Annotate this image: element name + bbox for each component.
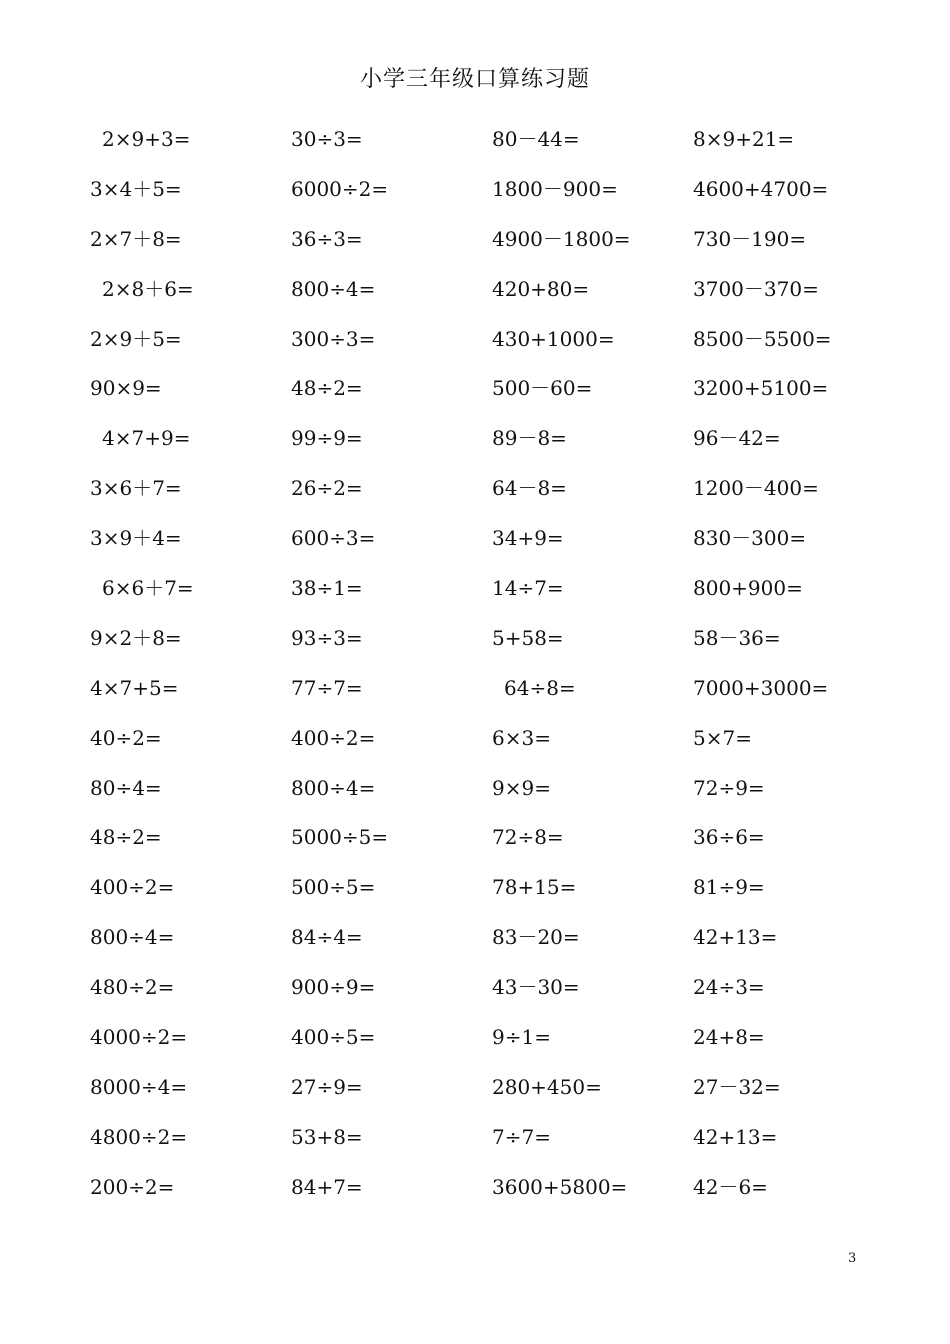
problem-item: 2×9+3=: [102, 126, 191, 151]
problem-row: [90, 663, 900, 713]
problem-item: 5×7=: [693, 725, 752, 750]
problem-item: 48÷2=: [90, 825, 162, 850]
problem-item: 400÷2=: [90, 875, 175, 900]
problem-item: 3×4＋5=: [90, 176, 182, 201]
problem-item: 7÷7=: [492, 1124, 551, 1149]
problem-item: 48÷2=: [291, 376, 363, 401]
problem-item: 30÷3=: [291, 126, 363, 151]
problem-item: 4800÷2=: [90, 1124, 188, 1149]
problem-item: 280+450=: [492, 1074, 602, 1099]
problem-item: 3700－370=: [693, 276, 819, 301]
problem-item: 300÷3=: [291, 326, 376, 351]
problem-item: 40÷2=: [90, 725, 162, 750]
problem-row: [90, 862, 900, 912]
problem-row: [90, 962, 900, 1012]
problem-row: [90, 363, 900, 413]
problem-item: 600÷3=: [291, 526, 376, 551]
problem-item: 42+13=: [693, 925, 778, 950]
problem-item: 3600+5800=: [492, 1174, 628, 1199]
problem-item: 3×9＋4=: [90, 526, 182, 551]
problem-row: [90, 463, 900, 513]
problem-item: 6000÷2=: [291, 176, 389, 201]
problem-item: 89－8=: [492, 426, 567, 451]
problem-item: 4900－1800=: [492, 226, 631, 251]
problem-item: 27÷9=: [291, 1074, 363, 1099]
problem-item: 480÷2=: [90, 975, 175, 1000]
problem-row: [90, 713, 900, 763]
problem-row: [90, 413, 900, 463]
problem-item: 800÷4=: [291, 775, 376, 800]
problem-row: [90, 1062, 900, 1112]
problem-row: [90, 1012, 900, 1062]
problem-item: 8000÷4=: [90, 1074, 188, 1099]
problem-item: 4000÷2=: [90, 1024, 188, 1049]
problem-row: [90, 812, 900, 862]
problem-item: 3200+5100=: [693, 376, 829, 401]
problem-row: [90, 513, 900, 563]
problem-item: 90×9=: [90, 376, 162, 401]
problem-item: 64÷8=: [504, 675, 576, 700]
problem-item: 4×7+9=: [102, 426, 191, 451]
problem-item: 5000÷5=: [291, 825, 389, 850]
problem-item: 81÷9=: [693, 875, 765, 900]
problem-item: 800÷4=: [90, 925, 175, 950]
problem-item: 43－30=: [492, 975, 580, 1000]
problem-item: 900÷9=: [291, 975, 376, 1000]
problem-row: [90, 214, 900, 264]
problem-item: 1800－900=: [492, 176, 618, 201]
problem-item: 200÷2=: [90, 1174, 175, 1199]
problem-row: [90, 763, 900, 813]
page-title: 小学三年级口算练习题: [359, 67, 590, 92]
problem-item: 430+1000=: [492, 326, 615, 351]
problem-item: 4600+4700=: [693, 176, 829, 201]
problem-row: [90, 1112, 900, 1162]
problem-item: 400÷2=: [291, 725, 376, 750]
problem-row: [90, 563, 900, 613]
problem-item: 9×9=: [492, 775, 551, 800]
problem-item: 730－190=: [693, 226, 807, 251]
problem-row: [90, 264, 900, 314]
problem-item: 2×9＋5=: [90, 326, 182, 351]
problem-item: 36÷3=: [291, 226, 363, 251]
problem-item: 6×3=: [492, 725, 551, 750]
problem-row: [90, 1162, 900, 1212]
problem-item: 38÷1=: [291, 575, 363, 600]
problem-item: 72÷9=: [693, 775, 765, 800]
problem-item: 99÷9=: [291, 426, 363, 451]
problem-grid: [90, 114, 900, 1212]
problem-item: 84÷4=: [291, 925, 363, 950]
problem-item: 26÷2=: [291, 476, 363, 501]
problem-item: 80÷4=: [90, 775, 162, 800]
problem-item: 4×7+5=: [90, 675, 179, 700]
problem-item: 8500－5500=: [693, 326, 832, 351]
problem-item: 420+80=: [492, 276, 590, 301]
problem-row: [90, 114, 900, 164]
problem-item: 93÷3=: [291, 625, 363, 650]
problem-item: 27－32=: [693, 1074, 781, 1099]
problem-item: 800÷4=: [291, 276, 376, 301]
problem-item: 7000+3000=: [693, 675, 829, 700]
problem-item: 1200－400=: [693, 476, 819, 501]
problem-row: [90, 912, 900, 962]
problem-item: 72÷8=: [492, 825, 564, 850]
problem-item: 84+7=: [291, 1174, 363, 1199]
problem-item: 24+8=: [693, 1024, 765, 1049]
problem-item: 77÷7=: [291, 675, 363, 700]
problem-item: 58－36=: [693, 625, 781, 650]
problem-item: 36÷6=: [693, 825, 765, 850]
problem-item: 2×7＋8=: [90, 226, 182, 251]
problem-item: 9×2＋8=: [90, 625, 182, 650]
problem-row: [90, 164, 900, 214]
problem-item: 53+8=: [291, 1124, 363, 1149]
problem-item: 800+900=: [693, 575, 803, 600]
problem-item: 24÷3=: [693, 975, 765, 1000]
problem-item: 400÷5=: [291, 1024, 376, 1049]
problem-row: [90, 314, 900, 364]
problem-item: 830－300=: [693, 526, 807, 551]
page-number: 3: [848, 1251, 857, 1266]
problem-item: 34+9=: [492, 526, 564, 551]
problem-item: 42－6=: [693, 1174, 768, 1199]
problem-item: 2×8＋6=: [102, 276, 194, 301]
problem-item: 9÷1=: [492, 1024, 551, 1049]
problem-item: 42+13=: [693, 1124, 778, 1149]
problem-item: 78+15=: [492, 875, 577, 900]
problem-item: 14÷7=: [492, 575, 564, 600]
problem-item: 96－42=: [693, 426, 781, 451]
problem-item: 500－60=: [492, 376, 593, 401]
problem-item: 83－20=: [492, 925, 580, 950]
problem-row: [90, 613, 900, 663]
problem-item: 3×6＋7=: [90, 476, 182, 501]
problem-item: 8×9+21=: [693, 126, 795, 151]
problem-item: 500÷5=: [291, 875, 376, 900]
problem-item: 64－8=: [492, 476, 567, 501]
problem-item: 80－44=: [492, 126, 580, 151]
problem-item: 6×6＋7=: [102, 575, 194, 600]
problem-item: 5+58=: [492, 625, 564, 650]
